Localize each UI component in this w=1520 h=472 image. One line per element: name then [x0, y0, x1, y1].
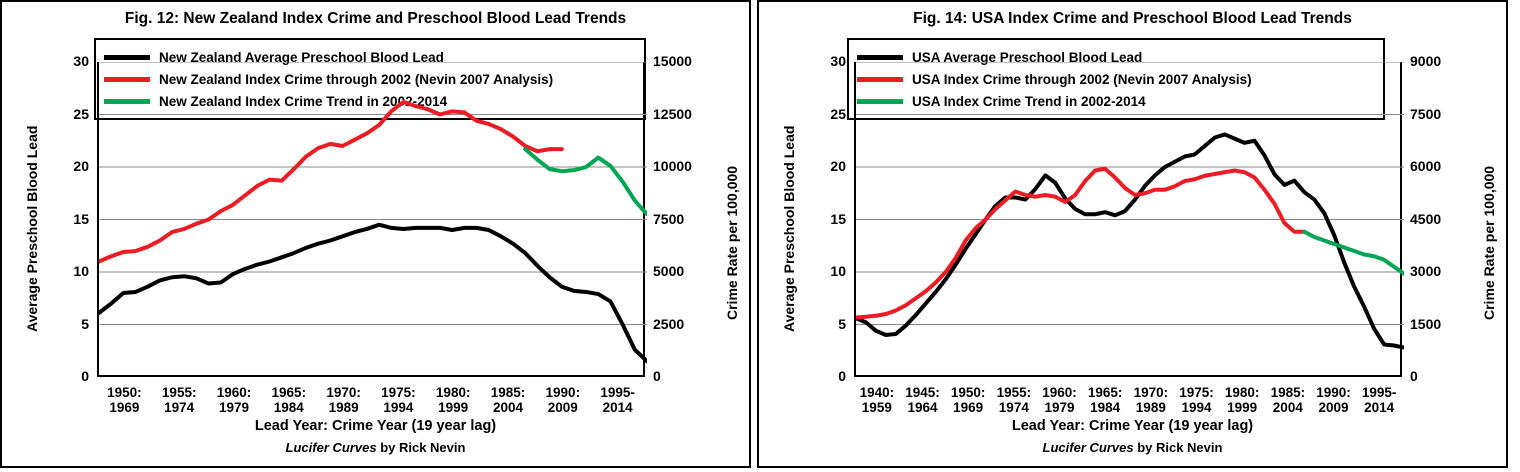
y-axis-label-right-nz: Crime Rate per 100,000 [724, 165, 740, 320]
y-tick-label-left: 10 [73, 263, 89, 279]
legend-swatch-black-icon [104, 55, 150, 60]
y-tick-label-right: 0 [1410, 368, 1418, 384]
x-tick-label: 1970: 1989 [326, 385, 361, 416]
y-tick-label-right: 4500 [1410, 210, 1442, 227]
x-tick-label: 1950: 1969 [107, 385, 142, 416]
x-tick-label: 1960: 1979 [216, 385, 252, 416]
y-tick-label-left: 10 [830, 263, 846, 279]
y-axis-label-left-nz: Average Preschool Blood Lead [24, 125, 40, 332]
credit-rest-usa: by Rick Nevin [1133, 440, 1223, 455]
y-tick-label-left: 30 [830, 53, 846, 69]
y-tick-label-right: 10000 [653, 158, 692, 174]
x-tick-label: 1980: 1999 [1224, 385, 1260, 416]
x-tick-label: 1955: 1974 [161, 385, 197, 416]
legend-label-trend-nz: New Zealand Index Crime Trend in 2002-2014 [159, 93, 448, 109]
y-tick-label-left: 15 [73, 210, 89, 227]
series-line-0 [99, 225, 647, 362]
x-tick-label: 1975: 1994 [1179, 385, 1214, 416]
y-tick-label-right: 6000 [1410, 158, 1442, 174]
y-tick-label-right: 12500 [653, 105, 692, 122]
x-tick-label: 1955: 1974 [996, 385, 1032, 416]
x-tick-label: 1940: 1959 [859, 385, 895, 416]
x-tick-label: 1980: 1999 [435, 385, 471, 416]
figure-panel-nz [0, 0, 751, 468]
legend-label-crime-usa: USA Index Crime through 2002 (Nevin 2007 Analysis) [912, 71, 1252, 87]
y-tick-label-right: 3000 [1410, 263, 1442, 279]
x-axis-title-nz: Lead Year: Crime Year (19 year lag) [254, 418, 497, 434]
credit-nz [2, 440, 749, 455]
y-tick-label-left: 5 [81, 315, 89, 332]
plot-area-usa [854, 62, 1402, 377]
y-tick-label-left: 20 [73, 158, 89, 174]
y-axis-label-right-usa: Crime Rate per 100,000 [1481, 165, 1497, 320]
x-tick-label: 1990: 2009 [1316, 385, 1351, 416]
legend-swatch-black-icon [857, 55, 903, 60]
x-tick-label: 1950: 1969 [950, 385, 986, 416]
x-tick-label: 1990: 2009 [545, 385, 581, 416]
credit-rest-nz: by Rick Nevin [376, 440, 466, 455]
y-tick-label-right: 7500 [1410, 105, 1442, 122]
figure-panel-usa [757, 0, 1508, 468]
x-tick-label: 1985: 2004 [490, 385, 526, 416]
legend-label-trend-usa: USA Index Crime Trend in 2002-2014 [912, 93, 1146, 109]
y-tick-label-right: 5000 [653, 263, 685, 279]
legend-label-crime-nz: New Zealand Index Crime through 2002 (Nevin 2007 Analysis) [159, 71, 554, 87]
y-tick-label-left: 0 [838, 368, 846, 384]
y-axis-label-left-usa: Average Preschool Blood Lead [781, 125, 797, 332]
x-tick-label: 1965: 1984 [1087, 385, 1123, 416]
x-tick-label: 1960: 1979 [1042, 385, 1077, 416]
y-tick-label-left: 20 [830, 158, 846, 174]
plot-area-nz [97, 62, 645, 377]
x-axis-title-usa: Lead Year: Crime Year (19 year lag) [1011, 418, 1254, 434]
y-tick-label-right: 9000 [1410, 53, 1442, 69]
series-line-1 [99, 102, 562, 262]
x-tick-label: 1970: 1989 [1133, 385, 1169, 416]
credit-italic-usa: Lucifer Curves [1042, 440, 1134, 455]
y-tick-label-left: 30 [73, 53, 89, 69]
y-tick-label-right: 0 [653, 368, 661, 384]
x-tick-label: 1995- 2014 [1361, 385, 1397, 416]
credit-usa [759, 440, 1506, 455]
y-tick-label-left: 5 [838, 315, 846, 332]
page-title-nz: Fig. 12: New Zealand Index Crime and Preschool Blood Lead Trends [124, 10, 627, 27]
y-tick-label-right: 1500 [1410, 315, 1442, 332]
series-line-2 [1304, 232, 1404, 274]
y-tick-label-right: 2500 [653, 315, 685, 332]
y-tick-label-left: 25 [73, 105, 89, 122]
y-tick-label-left: 25 [830, 105, 846, 122]
legend-label-lead-usa: USA Average Preschool Blood Lead [912, 49, 1143, 65]
y-tick-label-left: 0 [81, 368, 89, 384]
page-title-usa: Fig. 14: USA Index Crime and Preschool Blood Lead Trends [913, 10, 1352, 27]
y-tick-label-left: 15 [830, 210, 846, 227]
y-tick-label-right: 15000 [653, 53, 692, 69]
legend-label-lead-nz: New Zealand Average Preschool Blood Lead [159, 49, 444, 65]
y-tick-label-right: 7500 [653, 210, 685, 227]
credit-italic-nz: Lucifer Curves [285, 440, 377, 455]
x-tick-label: 1975: 1994 [381, 385, 416, 416]
x-tick-label: 1985: 2004 [1270, 385, 1306, 416]
series-line-1 [856, 169, 1304, 318]
series-line-2 [525, 149, 647, 214]
x-tick-label: 1945: 1964 [905, 385, 940, 416]
x-tick-label: 1965: 1984 [271, 385, 307, 416]
x-tick-label: 1995- 2014 [600, 385, 635, 416]
